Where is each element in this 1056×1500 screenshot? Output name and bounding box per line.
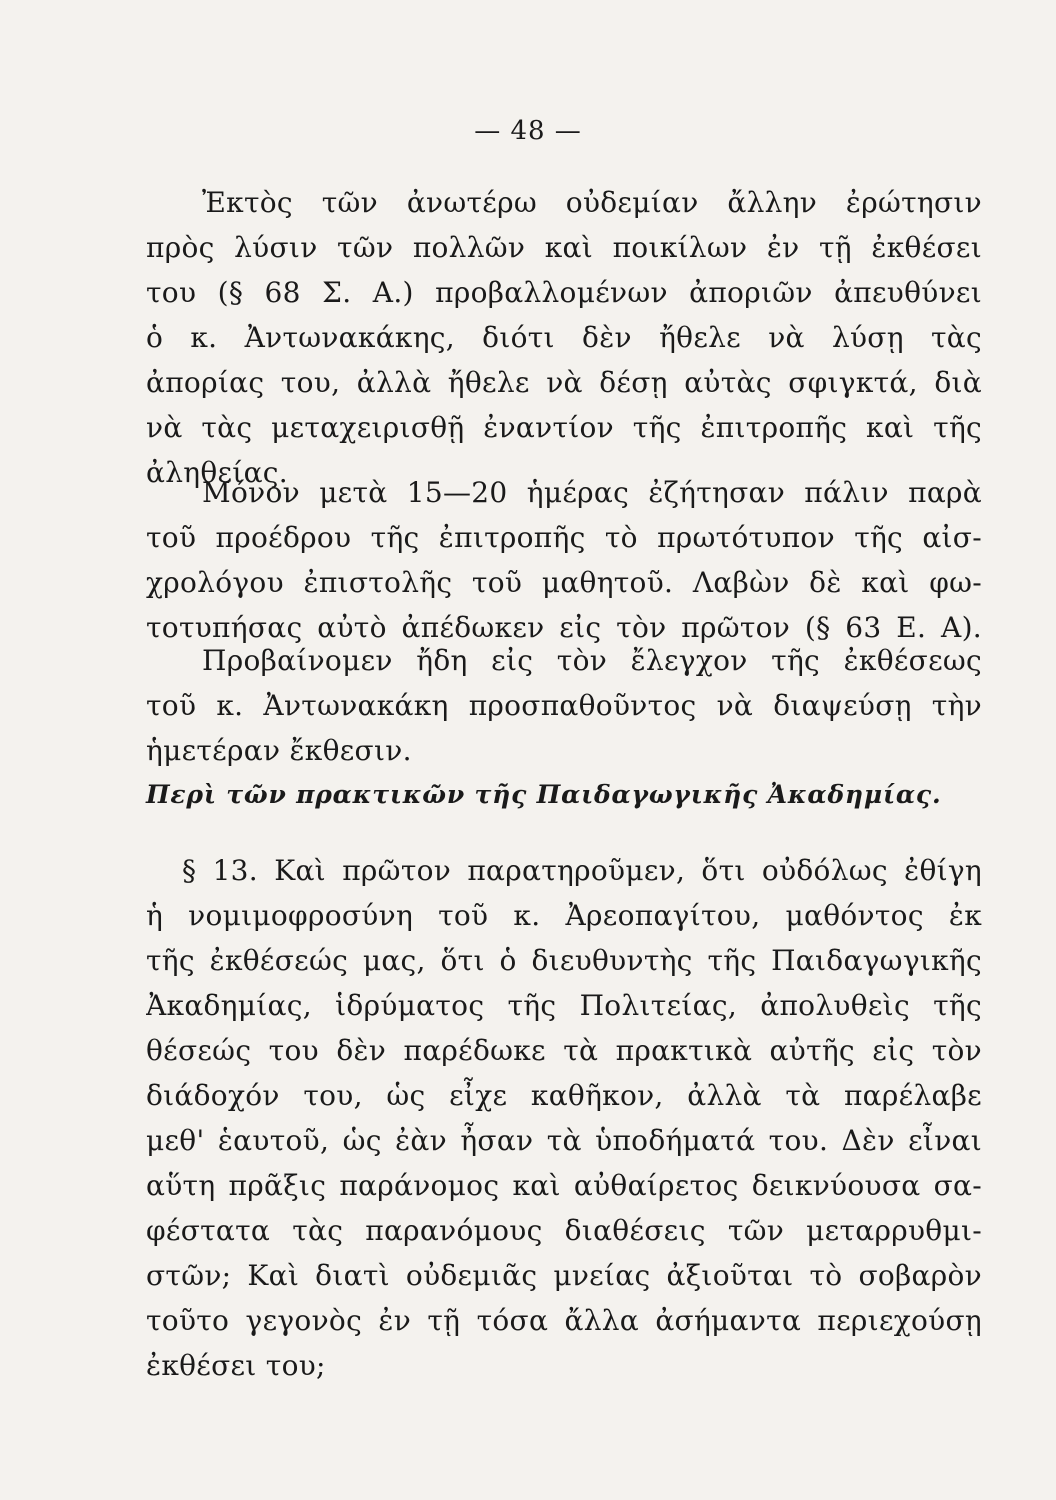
paragraph-line: στῶν; Καὶ διατὶ οὐδεμιᾶς μνείας ἀξιοῦται τὸ σοβαρὸν: [146, 1259, 982, 1292]
section-paragraph: [146, 848, 982, 1388]
paragraph-line: μεθ' ἑαυτοῦ, ὡς ἐὰν ἦσαν τὰ ὑποδήματά του. Δὲν εἶναι: [146, 1124, 982, 1157]
paragraph-line: φέστατα τὰς παρανόμους διαθέσεις τῶν μεταρρυθμι-: [146, 1214, 982, 1247]
paragraph-line: τῆς ἐκθέσεώς μας, ὅτι ὁ διευθυντὴς τῆς Παιδαγωγικῆς: [146, 944, 982, 977]
paragraph-line: Προβαίνομεν ἤδη εἰς τὸν ἔλεγχον τῆς ἐκθέσεως: [202, 644, 982, 677]
paragraph-line: ἀπορίας του, ἀλλὰ ἤθελε νὰ δέσῃ αὐτὰς σφιγκτά, διὰ: [146, 366, 982, 399]
paragraph-line: ἡμετέραν ἔκθεσιν.: [146, 734, 412, 767]
paragraph-line: του (§ 68 Σ. Α.) προβαλλομένων ἀποριῶν ἀπευθύνει: [146, 276, 982, 309]
paragraph-line: αὕτη πρᾶξις παράνομος καὶ αὐθαίρετος δεικνύουσα σα-: [146, 1169, 982, 1202]
paragraph-line: πρὸς λύσιν τῶν πολλῶν καὶ ποικίλων ἐν τῇ ἐκθέσει: [146, 231, 982, 264]
paragraph-line: χρολόγου ἐπιστολῆς τοῦ μαθητοῦ. Λαβὼν δὲ καὶ φω-: [146, 566, 982, 599]
paragraph-2: [146, 470, 982, 650]
paragraph-line: § 13. Καὶ πρῶτον παρατηροῦμεν, ὅτι οὐδόλως ἐθίγη: [182, 854, 982, 887]
paragraph-line: τοῦ κ. Ἀντωνακάκη προσπαθοῦντος νὰ διαψεύσῃ τὴν: [146, 689, 982, 722]
section-heading: Περὶ τῶν πρακτικῶν τῆς Παιδαγωγικῆς Ἀκαδημίας.: [146, 780, 942, 809]
paragraph-line: ἐκθέσει του;: [146, 1349, 326, 1382]
paragraph-line: ἀληθείας.: [146, 456, 288, 489]
paragraph-line: θέσεώς του δὲν παρέδωκε τὰ πρακτικὰ αὐτῆς εἰς τὸν: [146, 1034, 982, 1067]
paragraph-1: [146, 180, 982, 495]
paragraph-line: τοῦ προέδρου τῆς ἐπιτροπῆς τὸ πρωτότυπον τῆς αἰσ-: [146, 521, 982, 554]
paragraph-line: νὰ τὰς μεταχειρισθῇ ἐναντίον τῆς ἐπιτροπῆς καὶ τῆς: [146, 411, 982, 444]
paragraph-line: ὁ κ. Ἀντωνακάκης, διότι δὲν ἤθελε νὰ λύσῃ τὰς: [146, 321, 982, 354]
paragraph-line: ἡ νομιμοφροσύνη τοῦ κ. Ἀρεοπαγίτου, μαθόντος ἐκ: [146, 899, 982, 932]
page-number: — 48 —: [474, 116, 582, 146]
paragraph-line: Ἀκαδημίας, ἱδρύματος τῆς Πολιτείας, ἀπολυθεὶς τῆς: [146, 989, 982, 1022]
paragraph-line: διάδοχόν του, ὡς εἶχε καθῆκον, ἀλλὰ τὰ παρέλαβε: [146, 1079, 982, 1112]
paragraph-line: Μόνον μετὰ 15—20 ἡμέρας ἐζήτησαν πάλιν παρὰ: [202, 476, 982, 509]
paragraph-line: Ἐκτὸς τῶν ἀνωτέρω οὐδεμίαν ἄλλην ἐρώτησιν: [202, 186, 982, 219]
paragraph-line: τοτυπήσας αὐτὸ ἀπέδωκεν εἰς τὸν πρῶτον (§ 63 Ε. Α).: [146, 611, 982, 644]
paragraph-line: τοῦτο γεγονὸς ἐν τῇ τόσα ἄλλα ἀσήμαντα περιεχούσῃ: [146, 1304, 982, 1337]
paragraph-3: [146, 638, 982, 773]
